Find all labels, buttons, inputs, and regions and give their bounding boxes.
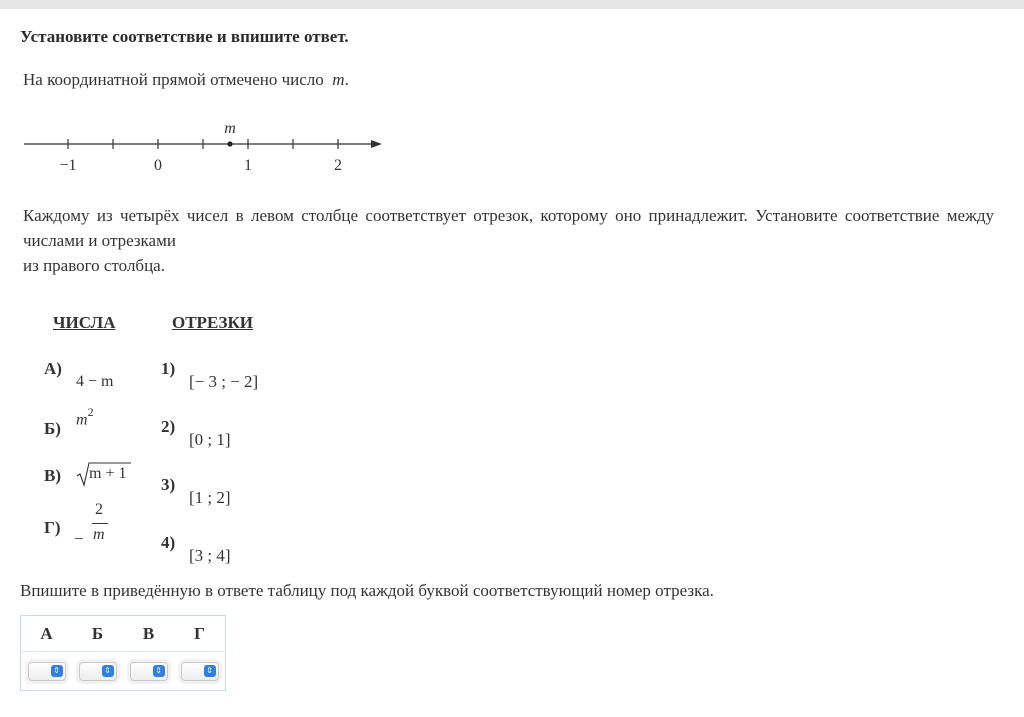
answer-select-v[interactable] [130, 662, 168, 681]
point-m-label: m [224, 120, 236, 137]
answer-header-b: Б [72, 616, 123, 652]
number-letter-a: А) [44, 359, 62, 378]
numbers-column-header: ЧИСЛА [53, 313, 116, 332]
top-bar [0, 0, 1024, 9]
segment-3: [1 ; 2] [189, 488, 231, 507]
intro-text [23, 70, 349, 90]
number-line-tick-labels [59, 157, 342, 174]
answer-select-g[interactable] [181, 662, 219, 681]
answer-table-select-row [21, 652, 226, 691]
segment-number-3: 3) [161, 475, 176, 494]
task-title: Установите соответствие и впишите ответ. [20, 27, 349, 46]
point-m [227, 141, 232, 146]
number-line-tick-label: 0 [154, 157, 162, 174]
number-expr-g-numerator: 2 [95, 501, 103, 518]
number-line-tick-label: −1 [59, 157, 77, 174]
number-line-tick-label: 1 [244, 157, 252, 174]
select-arrows-icon: ⇕ [102, 665, 114, 677]
answer-cell-b [72, 652, 123, 691]
answer-select-b[interactable] [79, 662, 117, 681]
number-expr-a [76, 373, 113, 391]
description-line2: из правого столбца. [23, 256, 165, 275]
segment-4: [3 ; 4] [189, 546, 231, 565]
number-expr-b-base: m [76, 411, 88, 429]
number-expr-g-minus: _ [75, 524, 83, 541]
description-line1: Каждому из четырёх чисел в левом столбце соответствует отрезок, которому оно принадлежит. Установите соответствие между числами и отрезками [23, 206, 994, 250]
number-expr-a-text: 4 − m [76, 373, 114, 390]
answer-cell-a [21, 652, 73, 691]
number-line-tick-label: 2 [334, 157, 342, 174]
segments-column-header: ОТРЕЗКИ [172, 313, 254, 332]
answer-table-header-row [21, 616, 226, 652]
segment-number-2: 2) [161, 417, 176, 436]
segment-number-1: 1) [161, 359, 176, 378]
intro-variable: m [332, 70, 345, 89]
answer-instruction: Впишите в приведённую в ответе таблицу под каждой буквой соответствующий номер отрезка. [20, 581, 714, 600]
number-expr-g [75, 500, 115, 548]
answer-select-a[interactable] [28, 662, 66, 681]
intro-text-end: . [344, 70, 349, 89]
description [23, 203, 994, 278]
number-expr-b [76, 407, 94, 429]
number-letter-b: Б) [44, 419, 61, 438]
number-letter-g: Г) [44, 518, 61, 537]
select-arrows-icon: ⇕ [153, 665, 165, 677]
segment-number-4: 4) [161, 533, 176, 552]
number-expr-b-exp: 2 [87, 405, 94, 419]
number-expr-g-denominator: m [93, 526, 105, 543]
number-line [20, 112, 390, 177]
answer-header-g: Г [174, 616, 226, 652]
answer-cell-v [123, 652, 174, 691]
answer-header-v: В [123, 616, 174, 652]
answer-table [20, 615, 226, 691]
number-expr-v-radicand: m + 1 [89, 465, 127, 482]
number-line-arrow [371, 140, 382, 148]
answer-cell-g [174, 652, 226, 691]
select-arrows-icon: ⇕ [204, 665, 216, 677]
intro-text-main: На координатной прямой отмечено число [23, 70, 324, 89]
select-arrows-icon: ⇕ [51, 665, 63, 677]
segment-2: [0 ; 1] [189, 430, 231, 449]
fraction-bar [92, 523, 108, 524]
answer-header-a: А [21, 616, 73, 652]
segment-1: [− 3 ; − 2] [189, 372, 259, 391]
number-letter-v: В) [44, 466, 61, 485]
